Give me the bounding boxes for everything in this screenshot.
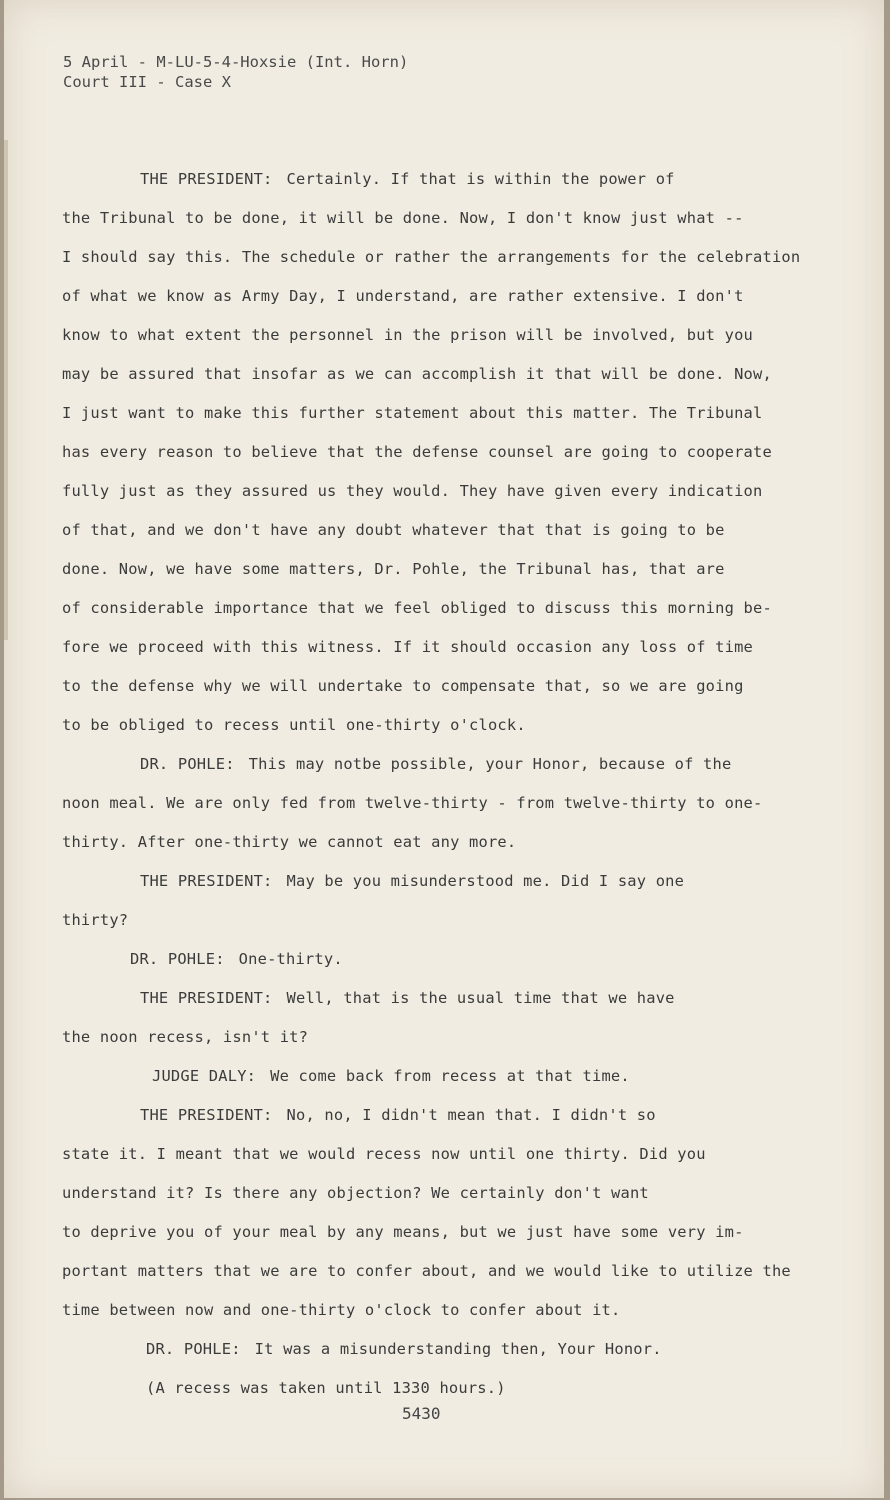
speaker-line (62, 868, 822, 907)
speaker-line (62, 946, 822, 985)
transcript-line: the Tribunal to be done, it will be done. Now, I don't know just what -- (62, 209, 744, 227)
transcript-line: has every reason to believe that the defense counsel are going to cooperate (62, 443, 772, 461)
transcript-line: fully just as they assured us they would. They have given every indication (62, 482, 763, 500)
speaker-name: THE PRESIDENT: (140, 1106, 273, 1124)
speech-text: Well, that is the usual time that we have (286, 989, 675, 1007)
transcript-line: the noon recess, isn't it? (62, 1028, 309, 1046)
transcript-line: know to what extent the personnel in the prison will be involved, but you (62, 326, 754, 344)
header-court-line: Court III - Case X (63, 73, 231, 91)
transcript-line: to deprive you of your meal by any means, but we just have some very im- (62, 1223, 744, 1241)
transcript-line: noon meal. We are only fed from twelve-thirty - from twelve-thirty to one- (62, 794, 763, 812)
page-number: 5430 (402, 1404, 441, 1423)
transcript-line: thirty? (62, 911, 129, 929)
transcript-body (62, 166, 822, 1414)
page-edge-shadow (4, 140, 8, 640)
transcript-line: to the defense why we will undertake to compensate that, so we are going (62, 677, 744, 695)
speaker-name: THE PRESIDENT: (140, 872, 273, 890)
speaker-name: THE PRESIDENT: (140, 989, 273, 1007)
speaker-line (62, 1063, 822, 1102)
speech-text: It was a misunderstanding then, Your Honor. (254, 1340, 662, 1358)
transcript-line: of what we know as Army Day, I understand, are rather extensive. I don't (62, 287, 744, 305)
transcript-line: of considerable importance that we feel obliged to discuss this morning be- (62, 599, 772, 617)
transcript-line: to be obliged to recess until one-thirty o'clock. (62, 716, 526, 734)
speech-text: May be you misunderstood me. Did I say one (286, 872, 685, 890)
document-page (4, 0, 884, 1498)
transcript-line: understand it? Is there any objection? We certainly don't want (62, 1184, 649, 1202)
speaker-name: DR. POHLE: (146, 1340, 241, 1358)
speaker-line (62, 1336, 822, 1375)
transcript-line: may be assured that insofar as we can accomplish it that will be done. Now, (62, 365, 772, 383)
speech-text: Certainly. If that is within the power of (286, 170, 675, 188)
speaker-line (62, 166, 822, 205)
transcript-line: done. Now, we have some matters, Dr. Pohle, the Tribunal has, that are (62, 560, 725, 578)
transcript-line: of that, and we don't have any doubt whatever that that is going to be (62, 521, 725, 539)
document-header (63, 52, 408, 92)
speech-text: One-thirty. (238, 950, 343, 968)
transcript-line: time between now and one-thirty o'clock to confer about it. (62, 1301, 621, 1319)
transcript-line: portant matters that we are to confer about, and we would like to utilize the (62, 1262, 791, 1280)
speech-text: We come back from recess at that time. (270, 1067, 630, 1085)
speech-text: No, no, I didn't mean that. I didn't so (286, 1106, 656, 1124)
speaker-name: THE PRESIDENT: (140, 170, 273, 188)
transcript-line: state it. I meant that we would recess now until one thirty. Did you (62, 1145, 706, 1163)
speaker-name: JUDGE DALY: (152, 1067, 257, 1085)
speaker-name: DR. POHLE: (140, 755, 235, 773)
transcript-line: I just want to make this further statement about this matter. The Tribunal (62, 404, 763, 422)
header-session-line: 5 April - M-LU-5-4-Hoxsie (Int. Horn) (63, 53, 409, 71)
transcript-line: I should say this. The schedule or rather the arrangements for the celebration (62, 248, 801, 266)
recess-note: (A recess was taken until 1330 hours.) (146, 1379, 506, 1397)
speaker-line (62, 751, 822, 790)
speaker-line (62, 985, 822, 1024)
speaker-line (62, 1102, 822, 1141)
speech-text: This may notbe possible, your Honor, because of the (248, 755, 732, 773)
speaker-name: DR. POHLE: (130, 950, 225, 968)
transcript-line: thirty. After one-thirty we cannot eat any more. (62, 833, 517, 851)
transcript-line: fore we proceed with this witness. If it should occasion any loss of time (62, 638, 754, 656)
